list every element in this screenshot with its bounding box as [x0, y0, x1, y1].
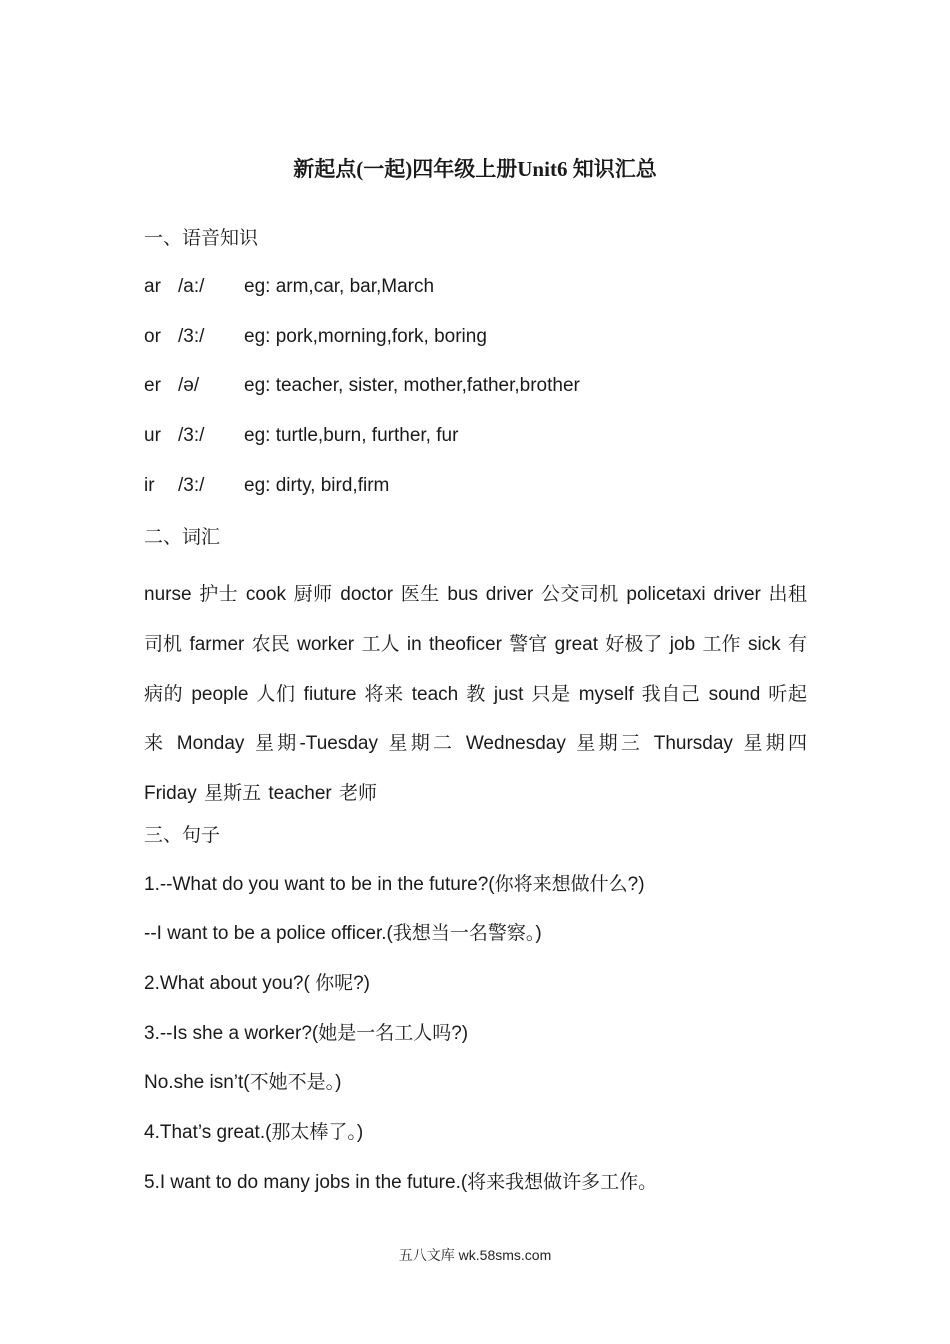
phonics-example: eg: arm,car, bar,March: [244, 276, 435, 297]
phonics-sound: /3:/: [178, 425, 205, 446]
section-heading-sentences: 三、句子: [144, 824, 221, 846]
phonics-example: eg: turtle,burn, further, fur: [244, 425, 459, 446]
phonics-sound: /3:/: [178, 475, 205, 496]
sentence-line: No.she isn’t(不她不是。): [144, 1072, 342, 1093]
phonics-row: [144, 421, 809, 451]
phonics-letters: ur: [144, 425, 161, 446]
phonics-letters: or: [144, 326, 161, 347]
section-heading-phonics: 一、语音知识: [144, 227, 259, 249]
phonics-row: [144, 322, 809, 352]
phonics-letters: ir: [144, 475, 155, 496]
page-title: 新起点(一起)四年级上册Unit6 知识汇总: [293, 157, 657, 181]
phonics-sound: /3:/: [178, 326, 205, 347]
sentence-line: 3.--Is she a worker?(她是一名工人吗?): [144, 1023, 469, 1044]
sentence-line: --I want to be a police officer.(我想当一名警察。): [144, 923, 542, 944]
sentence-line: 4.That’s great.(那太棒了。): [144, 1122, 364, 1143]
sentence-line: 1.--What do you want to be in the future?(你将来想做什么?): [144, 874, 645, 895]
phonics-example: eg: teacher, sister, mother,father,brother: [244, 375, 580, 396]
sentence-line: 2.What about you?( 你呢?): [144, 973, 370, 994]
footer-watermark: 五八文库 wk.58sms.com: [398, 1247, 552, 1263]
phonics-letters: er: [144, 375, 161, 396]
phonics-row: [144, 471, 809, 501]
phonics-sound: /a:/: [178, 276, 205, 297]
section-heading-vocabulary: 二、词汇: [144, 526, 221, 548]
sentence-line: 5.I want to do many jobs in the future.(将来我想做许多工作。: [144, 1172, 658, 1193]
phonics-example: eg: dirty, bird,firm: [244, 475, 390, 496]
phonics-row: [144, 371, 809, 401]
phonics-letters: ar: [144, 276, 161, 297]
phonics-row: [144, 272, 809, 302]
vocabulary-paragraph: nurse 护士 cook 厨师 doctor 医生 bus driver 公交司机 policetaxi driver 出租司机 farmer 农民 worker 工人 in theoficer 警官 great 好极了 job 工作 sick 有病的 people 人们 fiuture 将来 teach 教 just 只是 myself 我自己 sound 听起来 Monday 星期-Tuesday 星期二 Wednesday 星期三 Thursday 星期四 Friday 星斯五 teacher 老师: [144, 584, 807, 805]
phonics-sound: /ə/: [178, 375, 200, 396]
phonics-example: eg: pork,morning,fork, boring: [244, 326, 487, 347]
